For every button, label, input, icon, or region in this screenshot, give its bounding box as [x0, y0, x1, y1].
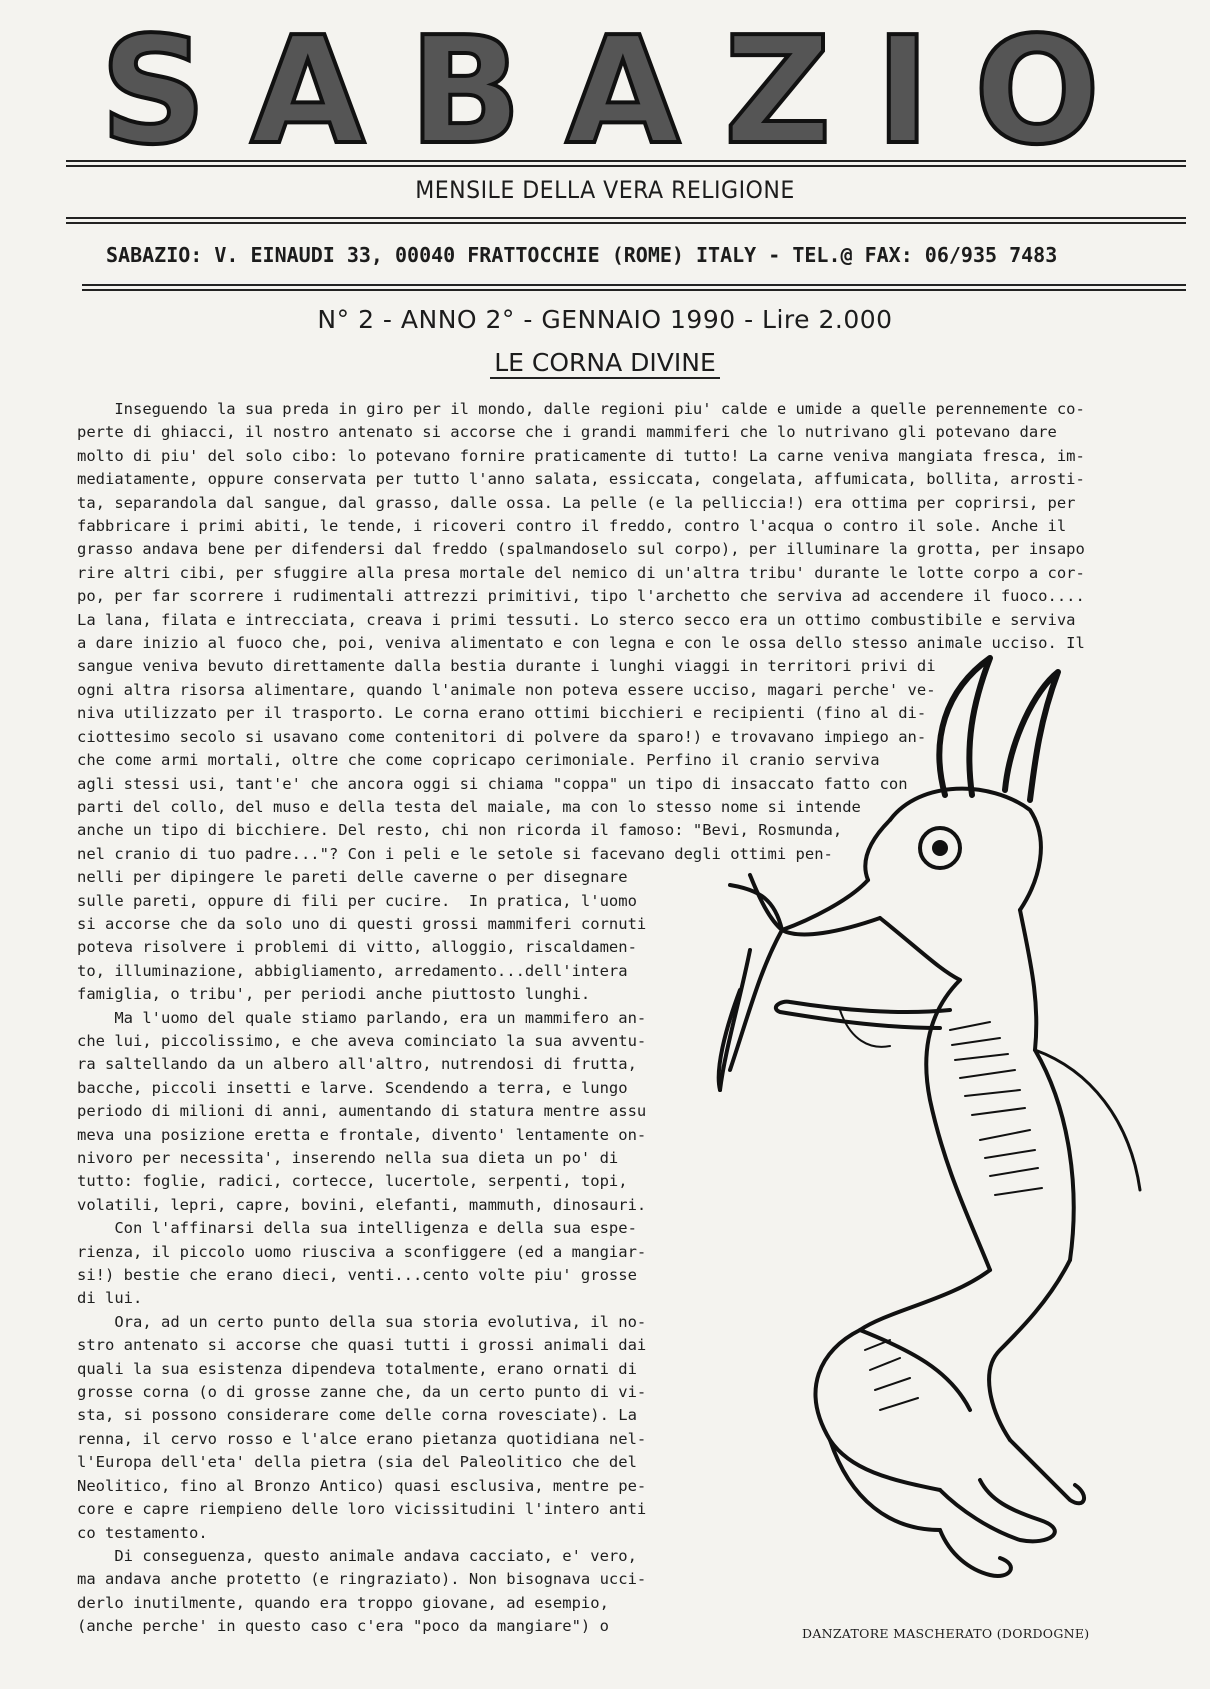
article-line: ciottesimo secolo si usavano come contenitori di polvere da sparo!) e trovavano impiego an-	[77, 727, 927, 746]
article-line: nelli per dipingere le pareti delle caverne o per disegnare	[77, 868, 628, 887]
divider	[66, 217, 1186, 219]
article-line: si!) bestie che erano dieci, venti...cento volte piu' grosse	[77, 1266, 637, 1285]
article-line: poteva risolvere i problemi di vitto, alloggio, riscaldamen-	[77, 938, 637, 957]
article-line: Ora, ad un certo punto della sua storia evolutiva, il no-	[77, 1312, 647, 1331]
article-line: fabbricare i primi abiti, le tende, i ricoveri contro il freddo, contro l'acqua o contro il sole. Anche il	[77, 517, 1067, 536]
article-line: si accorse che da solo uno di questi grossi mammiferi cornuti	[77, 914, 647, 933]
divider	[66, 160, 1186, 162]
article-line: Con l'affinarsi della sua intelligenza e della sua espe-	[77, 1219, 637, 1238]
masthead-letter: A	[250, 5, 366, 177]
publisher-address: SABAZIO: V. EINAUDI 33, 00040 FRATTOCCHIE (ROME) ITALY - TEL.@ FAX: 06/935 7483	[106, 243, 1058, 267]
article-line: di lui.	[77, 1289, 143, 1308]
article-line: renna, il cervo rosso e l'alce erano pietanza quotidiana nel-	[77, 1429, 647, 1448]
article-line: Inseguendo la sua preda in giro per il mondo, dalle regioni piu' calde e umide a quelle perennemente co-	[77, 400, 1085, 418]
article-line: l'Europa dell'eta' della pietra (sia del Paleolitico che del	[77, 1453, 637, 1472]
article-line: molto di piu' del solo cibo: lo potevano fornire praticamente di tutto! La carne veniva mangiata fresca, im-	[77, 446, 1085, 465]
article-line: famiglia, o tribu', per periodi anche piuttosto lunghi.	[77, 985, 591, 1004]
article-line: core e capre riempieno delle loro vicissitudini l'intero anti	[77, 1500, 647, 1519]
article-line: meva una posizione eretta e frontale, divento' lentamente on-	[77, 1125, 647, 1144]
masthead-title	[100, 5, 1100, 177]
article-line: che lui, piccolissimo, e che aveva cominciato la sua avventu-	[77, 1031, 647, 1050]
article-line: a dare inizio al fuoco che, poi, veniva alimentato e con legna e con le ossa dello stesso animale ucciso. Il	[77, 634, 1085, 653]
issue-line: N° 2 - ANNO 2° - GENNAIO 1990 - Lire 2.000	[317, 305, 893, 334]
masthead-letter: S	[100, 5, 207, 177]
figure-caption: DANZATORE MASCHERATO (DORDOGNE)	[802, 1626, 1090, 1641]
article-line: sulle pareti, oppure di fili per cucire. In pratica, l'uomo	[77, 891, 637, 910]
masthead-letter: B	[408, 5, 522, 177]
divider	[82, 289, 1186, 291]
article-line: perte di ghiacci, il nostro antenato si accorse che i grandi mammiferi che lo nutrivano gli potevano dare	[77, 423, 1057, 442]
masthead-letter: Z	[724, 5, 832, 177]
article-line: parti del collo, del muso e della testa del maiale, ma con lo stesso nome si intende	[77, 797, 861, 816]
article-line: co testamento.	[77, 1523, 208, 1542]
divider	[66, 165, 1186, 167]
article-line: volatili, lepri, capre, bovini, elefanti, mammuth, dinosauri.	[77, 1195, 647, 1214]
article-line: che come armi mortali, oltre che come copricapo cerimoniale. Perfino il cranio serviva	[77, 751, 880, 770]
masthead-letter: O	[974, 5, 1100, 177]
divider	[66, 222, 1186, 224]
masked-dancer-illustration	[690, 650, 1160, 1600]
article-line: Ma l'uomo del quale stiamo parlando, era un mammifero an-	[77, 1008, 647, 1027]
article-line: nel cranio di tuo padre..."? Con i peli e le setole si facevano degli ottimi pen-	[77, 844, 833, 863]
article-line: tutto: foglie, radici, cortecce, lucertole, serpenti, topi,	[77, 1172, 628, 1191]
article-line: quali la sua esistenza dipendeva totalmente, erano ornati di	[77, 1359, 637, 1378]
article-line: Neolitico, fino al Bronzo Antico) quasi esclusiva, mentre pe-	[77, 1476, 647, 1495]
article-line: ra saltellando da un albero all'altro, nutrendosi di frutta,	[77, 1055, 637, 1074]
article-line: sangue veniva bevuto direttamente dalla bestia durante i lunghi viaggi in territori privi di	[77, 657, 936, 676]
article-line: rire altri cibi, per sfuggire alla presa mortale del nemico di un'altra tribu' durante le lotte corpo a cor-	[77, 563, 1085, 582]
article-line: nivoro per necessita', inserendo nella sua dieta un po' di	[77, 1149, 619, 1167]
article-line: bacche, piccoli insetti e larve. Scendendo a terra, e lungo	[77, 1078, 628, 1097]
article-line: agli stessi usi, tant'e' che ancora oggi si chiama "coppa" un tipo di insaccato fatto con	[77, 774, 908, 793]
article-headline-text: LE CORNA DIVINE	[490, 348, 720, 379]
article-line: ma andava anche protetto (e ringraziato). Non bisognava ucci-	[77, 1570, 647, 1589]
article-line: grosse corna (o di grosse zanne che, da un certo punto di vi-	[77, 1383, 647, 1402]
article-line: ogni altra risorsa alimentare, quando l'animale non poteva essere ucciso, magari perche' ve-	[77, 680, 936, 699]
article-line: ta, separandola dal sangue, dal grasso, dalle ossa. La pelle (e la pelliccia!) era ottima per coprirsi, per	[77, 493, 1076, 512]
article-line: sta, si possono considerare come delle corna rovesciate). La	[77, 1406, 637, 1425]
article-line: rienza, il piccolo uomo riusciva a sconfiggere (ed a mangiar-	[77, 1242, 647, 1261]
masthead-subtitle: MENSILE DELLA VERA RELIGIONE	[415, 176, 795, 204]
article-line: (anche perche' in questo caso c'era "poco da mangiare") o	[77, 1617, 609, 1636]
article-line: La lana, filata e intrecciata, creava i primi tessuti. Lo sterco secco era un ottimo combustibile e serviva	[77, 610, 1076, 629]
article-line: anche un tipo di bicchiere. Del resto, chi non ricorda il famoso: "Bevi, Rosmunda,	[77, 821, 843, 840]
article-line: po, per far scorrere i rudimentali attrezzi primitivi, tipo l'archetto che serviva ad accendere il fuoco....	[77, 587, 1085, 606]
article-line: niva utilizzato per il trasporto. Le corna erano ottimi bicchieri e recipienti (fino al di-	[77, 704, 927, 723]
article-line: stro antenato si accorse che quasi tutti i grossi animali dai	[77, 1336, 647, 1355]
article-line: mediatamente, oppure conservata per tutto l'anno salata, essiccata, congelata, affumicata, bollita, arrosti-	[77, 470, 1085, 489]
article-line: periodo di milioni di anni, aumentando di statura mentre assu	[77, 1102, 647, 1121]
masthead-letter: A	[565, 5, 681, 177]
divider	[82, 284, 1186, 286]
article-headline	[0, 348, 1210, 377]
article-line: derlo inutilmente, quando era troppo giovane, ad esempio,	[77, 1593, 609, 1612]
article-line: to, illuminazione, abbigliamento, arredamento...dell'intera	[77, 961, 628, 980]
article-line: grasso andava bene per difendersi dal freddo (spalmandoselo sul corpo), per illuminare la grotta, per insapo	[77, 540, 1085, 559]
article-line: Di conseguenza, questo animale andava cacciato, e' vero,	[77, 1546, 637, 1565]
masthead-letter: I	[875, 5, 931, 177]
